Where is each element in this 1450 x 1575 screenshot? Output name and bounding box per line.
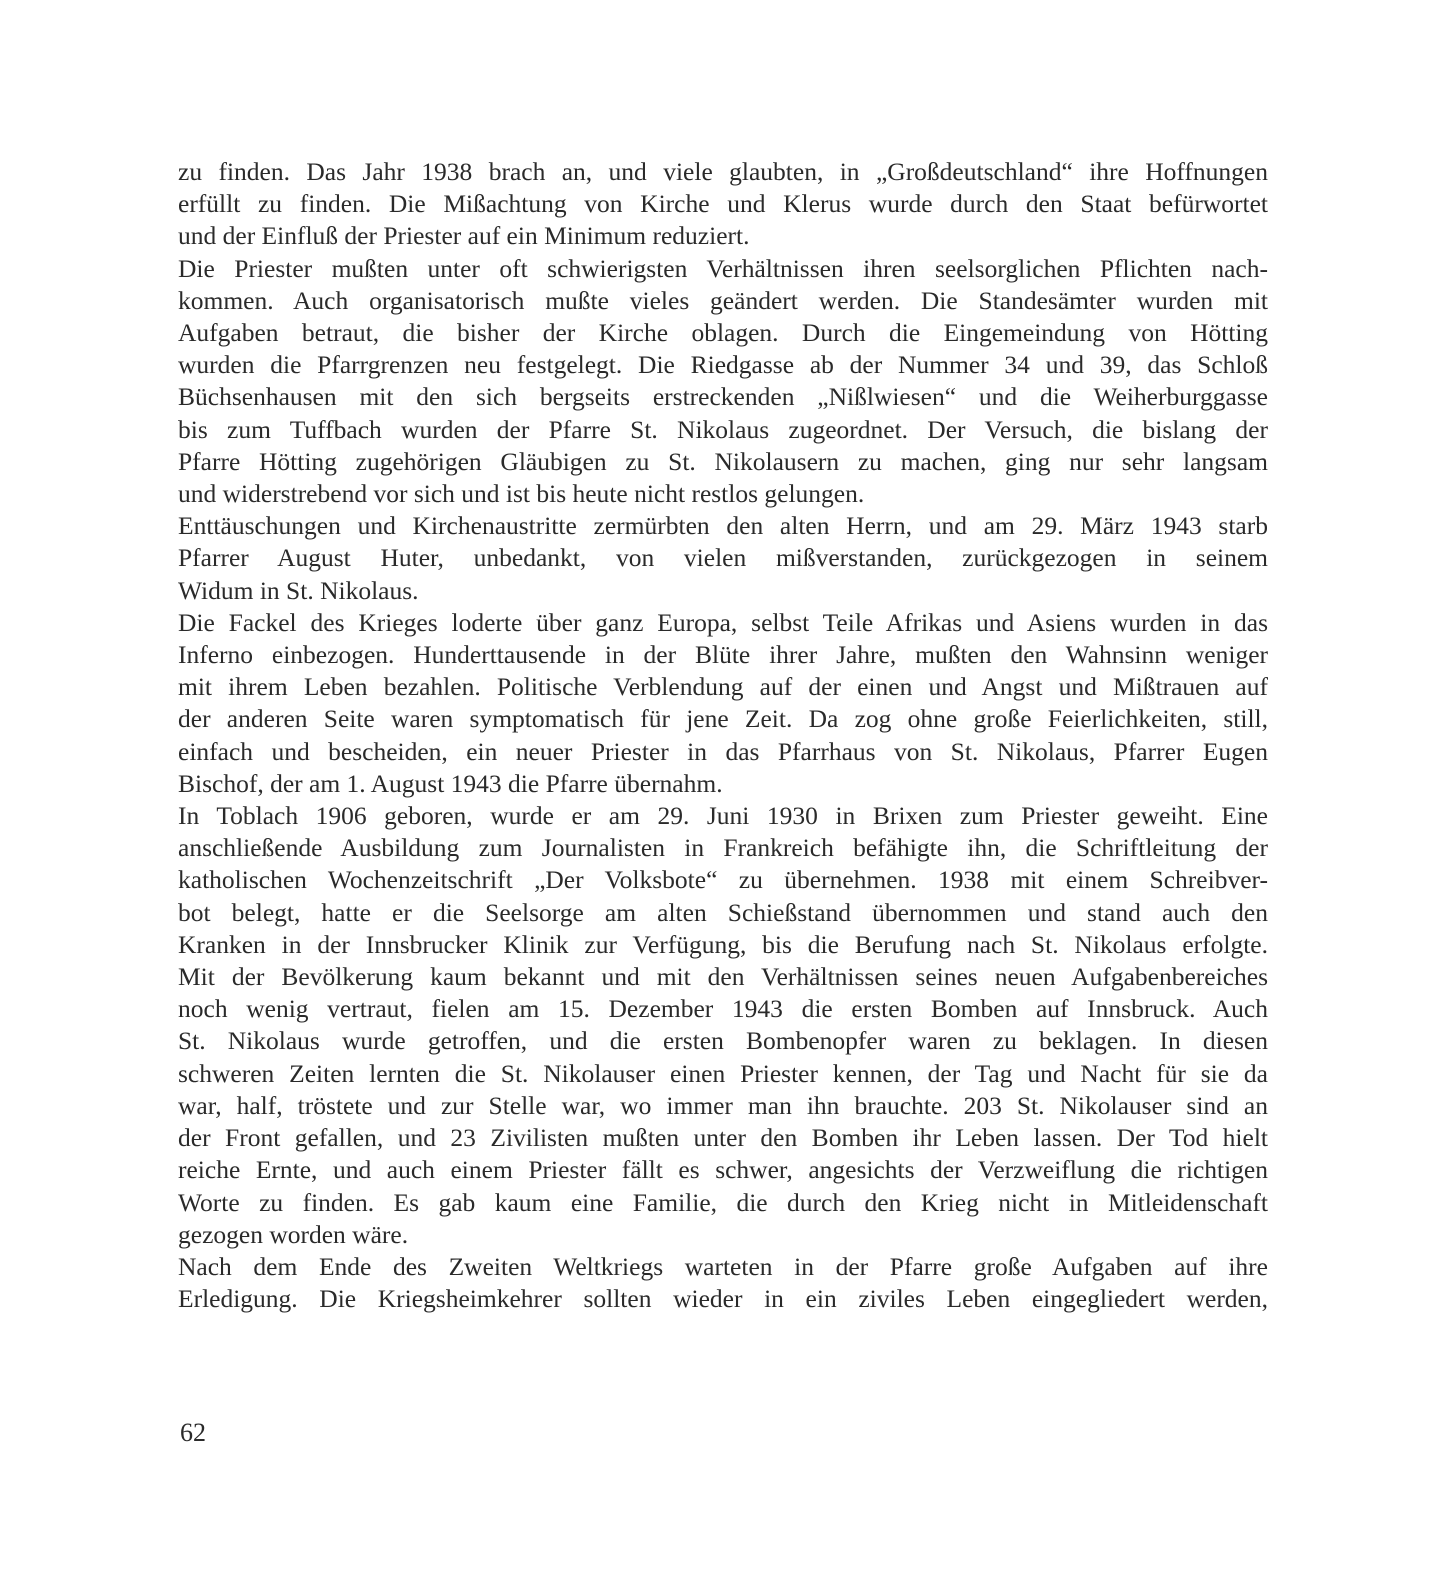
paragraph (178, 607, 1268, 800)
page-number: 62 (180, 1418, 206, 1447)
text-line: Mit der Bevölkerung kaum bekannt und mit den Verhältnissen seines neuen Aufgabenbereiches (178, 962, 1268, 992)
text-line: wurden die Pfarrgrenzen neu festgelegt. Die Riedgasse ab der Nummer 34 und 39, das Schloß (178, 350, 1268, 380)
text-line: war, half, tröstete und zur Stelle war, wo immer man ihn brauchte. 203 St. Nikolauser sind an (178, 1090, 1268, 1120)
text-line: schweren Zeiten lernten die St. Nikolauser einen Priester kennen, der Tag und Nacht für sie da (178, 1058, 1268, 1088)
text-line: erfüllt zu finden. Die Mißachtung von Kirche und Klerus wurde durch den Staat befürwortet (178, 189, 1268, 219)
text-line: Die Fackel des Krieges loderte über ganz Europa, selbst Teile Afrikas und Asiens wurden in das (178, 607, 1268, 637)
text-line: Pfarrer August Huter, unbedankt, von vielen mißverstanden, zurückgezogen in seinem (178, 543, 1268, 573)
text-line: gezogen worden wäre. (178, 1219, 409, 1249)
paragraph (178, 253, 1268, 511)
text-line: der anderen Seite waren symptomatisch für jene Zeit. Da zog ohne große Feierlichkeiten, still, (178, 704, 1268, 734)
text-line: und der Einfluß der Priester auf ein Minimum reduziert. (178, 221, 750, 251)
text-line: zu finden. Das Jahr 1938 brach an, und viele glaubten, in „Großdeutschland“ ihre Hoffnungen (178, 157, 1268, 186)
text-line: Bischof, der am 1. August 1943 die Pfarre übernahm. (178, 768, 723, 798)
text-line: Kranken in der Innsbrucker Klinik zur Verfügung, bis die Berufung nach St. Nikolaus erfolgte. (178, 929, 1268, 959)
text-line: Erledigung. Die Kriegsheimkehrer sollten wieder in ein ziviles Leben eingegliedert werden, (178, 1284, 1268, 1314)
text-line: bis zum Tuffbach wurden der Pfarre St. Nikolaus zugeordnet. Der Versuch, die bislang der (178, 414, 1268, 444)
paragraph (178, 1251, 1268, 1315)
text-line: Aufgaben betraut, die bisher der Kirche oblagen. Durch die Eingemeindung von Hötting (178, 318, 1268, 348)
text-line: Die Priester mußten unter oft schwierigsten Verhältnissen ihren seelsorglichen Pflichten nach- (178, 253, 1268, 283)
text-line: St. Nikolaus wurde getroffen, und die ersten Bombenopfer waren zu beklagen. In diesen (178, 1026, 1268, 1056)
text-line: Inferno einbezogen. Hunderttausende in der Blüte ihrer Jahre, mußten den Wahnsinn weniger (178, 640, 1268, 670)
body-text (178, 156, 1268, 1315)
paragraph (178, 800, 1268, 1251)
text-line: katholischen Wochenzeitschrift „Der Volksbote“ zu übernehmen. 1938 mit einem Schreibver- (178, 865, 1268, 895)
text-line: mit ihrem Leben bezahlen. Politische Verblendung auf der einen und Angst und Mißtrauen auf (178, 672, 1268, 702)
text-line: bot belegt, hatte er die Seelsorge am alten Schießstand übernommen und stand auch den (178, 897, 1268, 927)
text-line: und widerstrebend vor sich und ist bis heute nicht restlos gelungen. (178, 479, 865, 509)
text-line: noch wenig vertraut, fielen am 15. Dezember 1943 die ersten Bomben auf Innsbruck. Auch (178, 994, 1268, 1024)
text-line: reiche Ernte, und auch einem Priester fällt es schwer, angesichts der Verzweiflung die richtigen (178, 1155, 1268, 1185)
text-line: Widum in St. Nikolaus. (178, 575, 419, 605)
text-line: anschließende Ausbildung zum Journalisten in Frankreich befähigte ihn, die Schriftleitung der (178, 833, 1268, 863)
text-line: kommen. Auch organisatorisch mußte vieles geändert werden. Die Standesämter wurden mit (178, 285, 1268, 315)
text-line: Nach dem Ende des Zweiten Weltkriegs warteten in der Pfarre große Aufgaben auf ihre (178, 1251, 1268, 1281)
text-line: In Toblach 1906 geboren, wurde er am 29. Juni 1930 in Brixen zum Priester geweiht. Eine (178, 801, 1268, 831)
text-line: einfach und bescheiden, ein neuer Priester in das Pfarrhaus von St. Nikolaus, Pfarrer Eugen (178, 736, 1268, 766)
text-line: der Front gefallen, und 23 Zivilisten mußten unter den Bomben ihr Leben lassen. Der Tod hielt (178, 1123, 1268, 1153)
text-line: Büchsenhausen mit den sich bergseits erstreckenden „Nißlwiesen“ und die Weiherburggasse (178, 382, 1268, 412)
paragraph (178, 510, 1268, 607)
text-line: Pfarre Hötting zugehörigen Gläubigen zu St. Nikolausern zu machen, ging nur sehr langsam (178, 446, 1268, 476)
paragraph (178, 156, 1268, 253)
text-line: Enttäuschungen und Kirchenaustritte zermürbten den alten Herrn, und am 29. März 1943 starb (178, 511, 1268, 541)
text-line: Worte zu finden. Es gab kaum eine Familie, die durch den Krieg nicht in Mitleidenschaft (178, 1187, 1268, 1217)
